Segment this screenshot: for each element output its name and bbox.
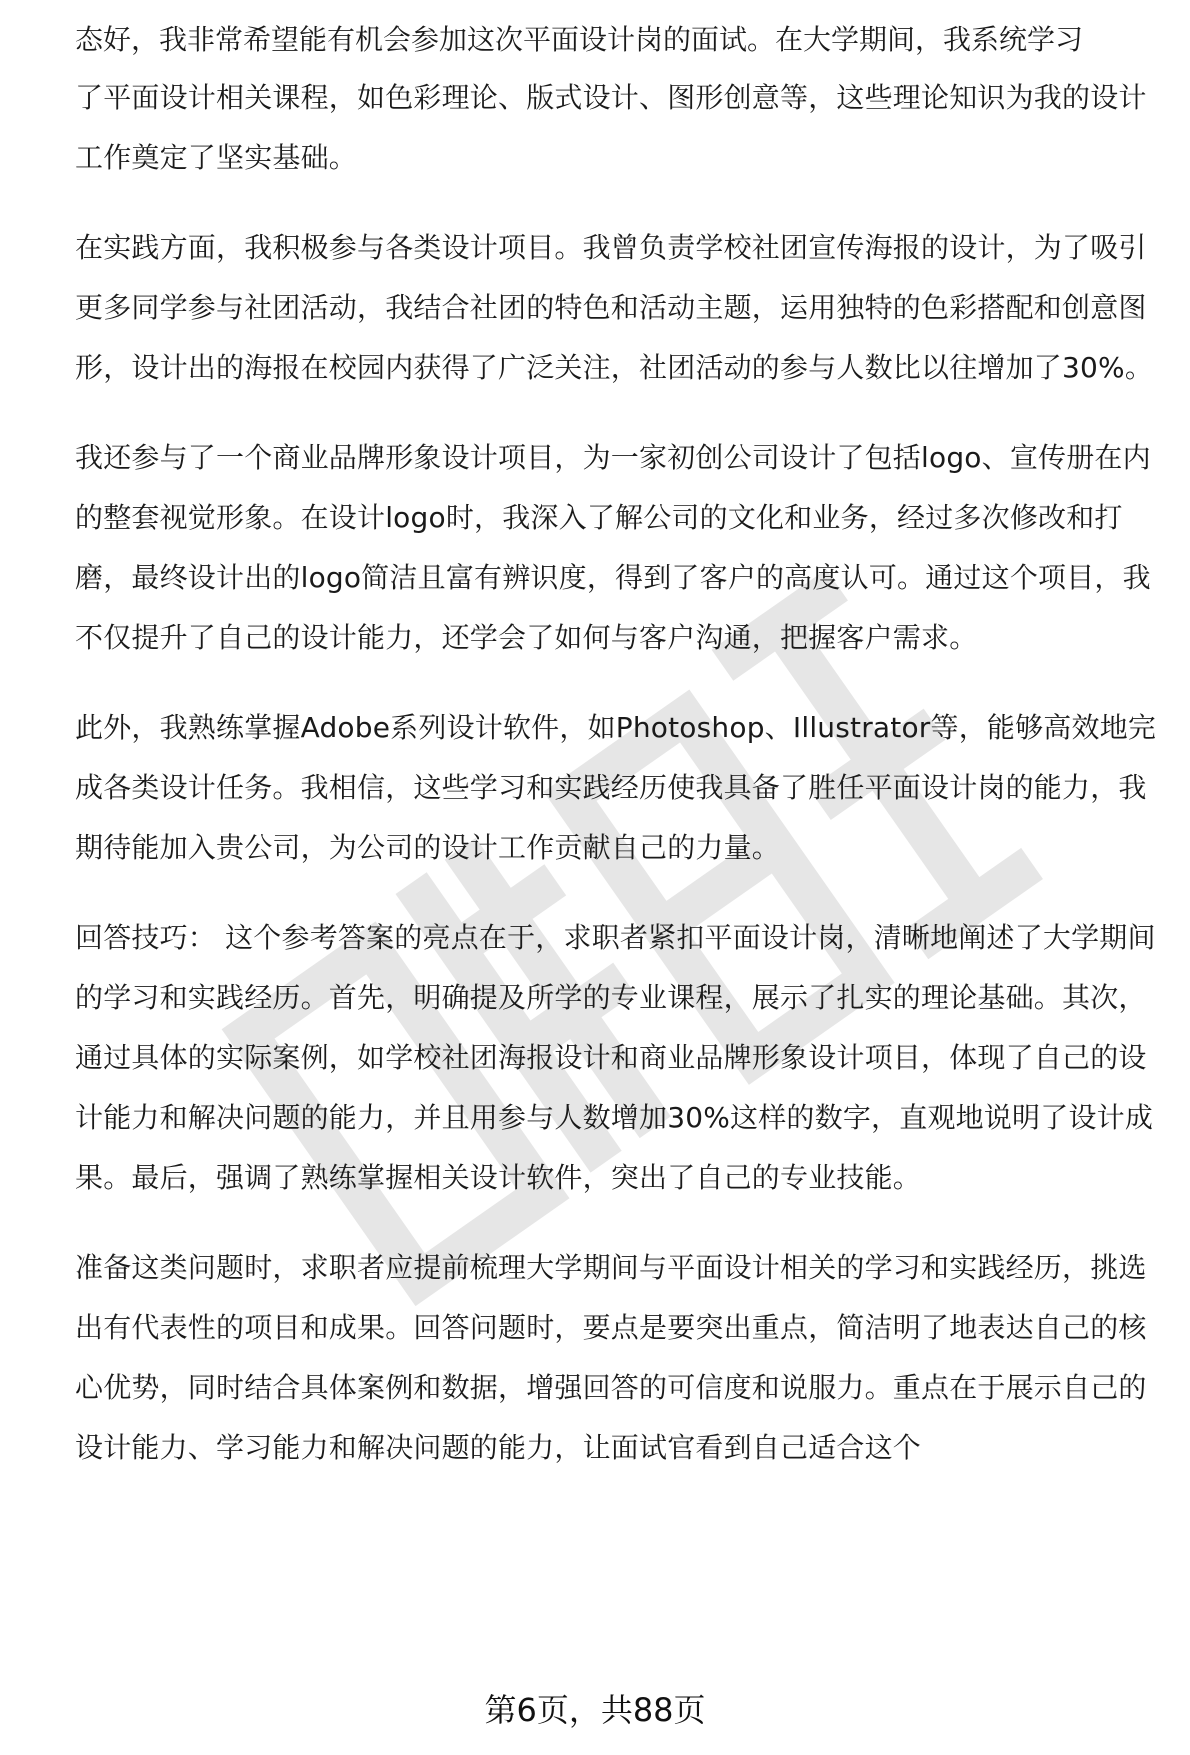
paragraph-practice: 在实践方面，我积极参与各类设计项目。我曾负责学校社团宣传海报的设计，为了吸引更多同学参与社团活动，我结合社团的特色和活动主题，运用独特的色彩搭配和创意图形，设计出的海报在校园内获得了广泛关注，社团活动的参与人数比以往增加了30%。 [75, 231, 1154, 384]
paragraph-courses: 了平面设计相关课程，如色彩理论、版式设计、图形创意等，这些理论知识为我的设计工作奠定了坚实基础。 [75, 81, 1147, 174]
paragraph-software-skills: 此外，我熟练掌握Adobe系列设计软件，如Photoshop、Illustrator等，能够高效地完成各类设计任务。我相信，这些学习和实践经历使我具备了胜任平面设计岗的能力，我期待能加入贵公司，为公司的设计工作贡献自己的力量。 [75, 711, 1157, 864]
cut-off-text-line: 态好，我非常希望能有机会参加这次平面设计岗的面试。在大学期间，我系统学习 [75, 23, 1084, 56]
paragraph-answer-tips: 回答技巧： 这个参考答案的亮点在于，求职者紧扣平面设计岗，清晰地阐述了大学期间的学习和实践经历。首先，明确提及所学的专业课程，展示了扎实的理论基础。其次，通过具体的实际案例，如学校社团海报设计和商业品牌形象设计项目，体现了自己的设计能力和解决问题的能力，并且用参与人数增加30%这样的数字，直观地说明了设计成果。最后，强调了熟练掌握相关设计软件，突出了自己的专业技能。 [75, 921, 1156, 1194]
paragraph-preparation: 准备这类问题时，求职者应提前梳理大学期间与平面设计相关的学习和实践经历，挑选出有代表性的项目和成果。回答问题时，要点是要突出重点，简洁明了地表达自己的核心优势，同时结合具体案例和数据，增强回答的可信度和说服力。重点在于展示自己的设计能力、学习能力和解决问题的能力，让面试官看到自己适合这个 [75, 1251, 1147, 1464]
paragraph-brand-project: 我还参与了一个商业品牌形象设计项目，为一家初创公司设计了包括logo、宣传册在内的整套视觉形象。在设计logo时，我深入了解公司的文化和业务，经过多次修改和打磨，最终设计出的logo简洁且富有辨识度，得到了客户的高度认可。通过这个项目，我不仅提升了自己的设计能力，还学会了如何与客户沟通，把握客户需求。 [75, 441, 1151, 654]
page-number-footer: 第6页，共88页 [484, 1691, 706, 1729]
document-body [75, 0, 1165, 1508]
